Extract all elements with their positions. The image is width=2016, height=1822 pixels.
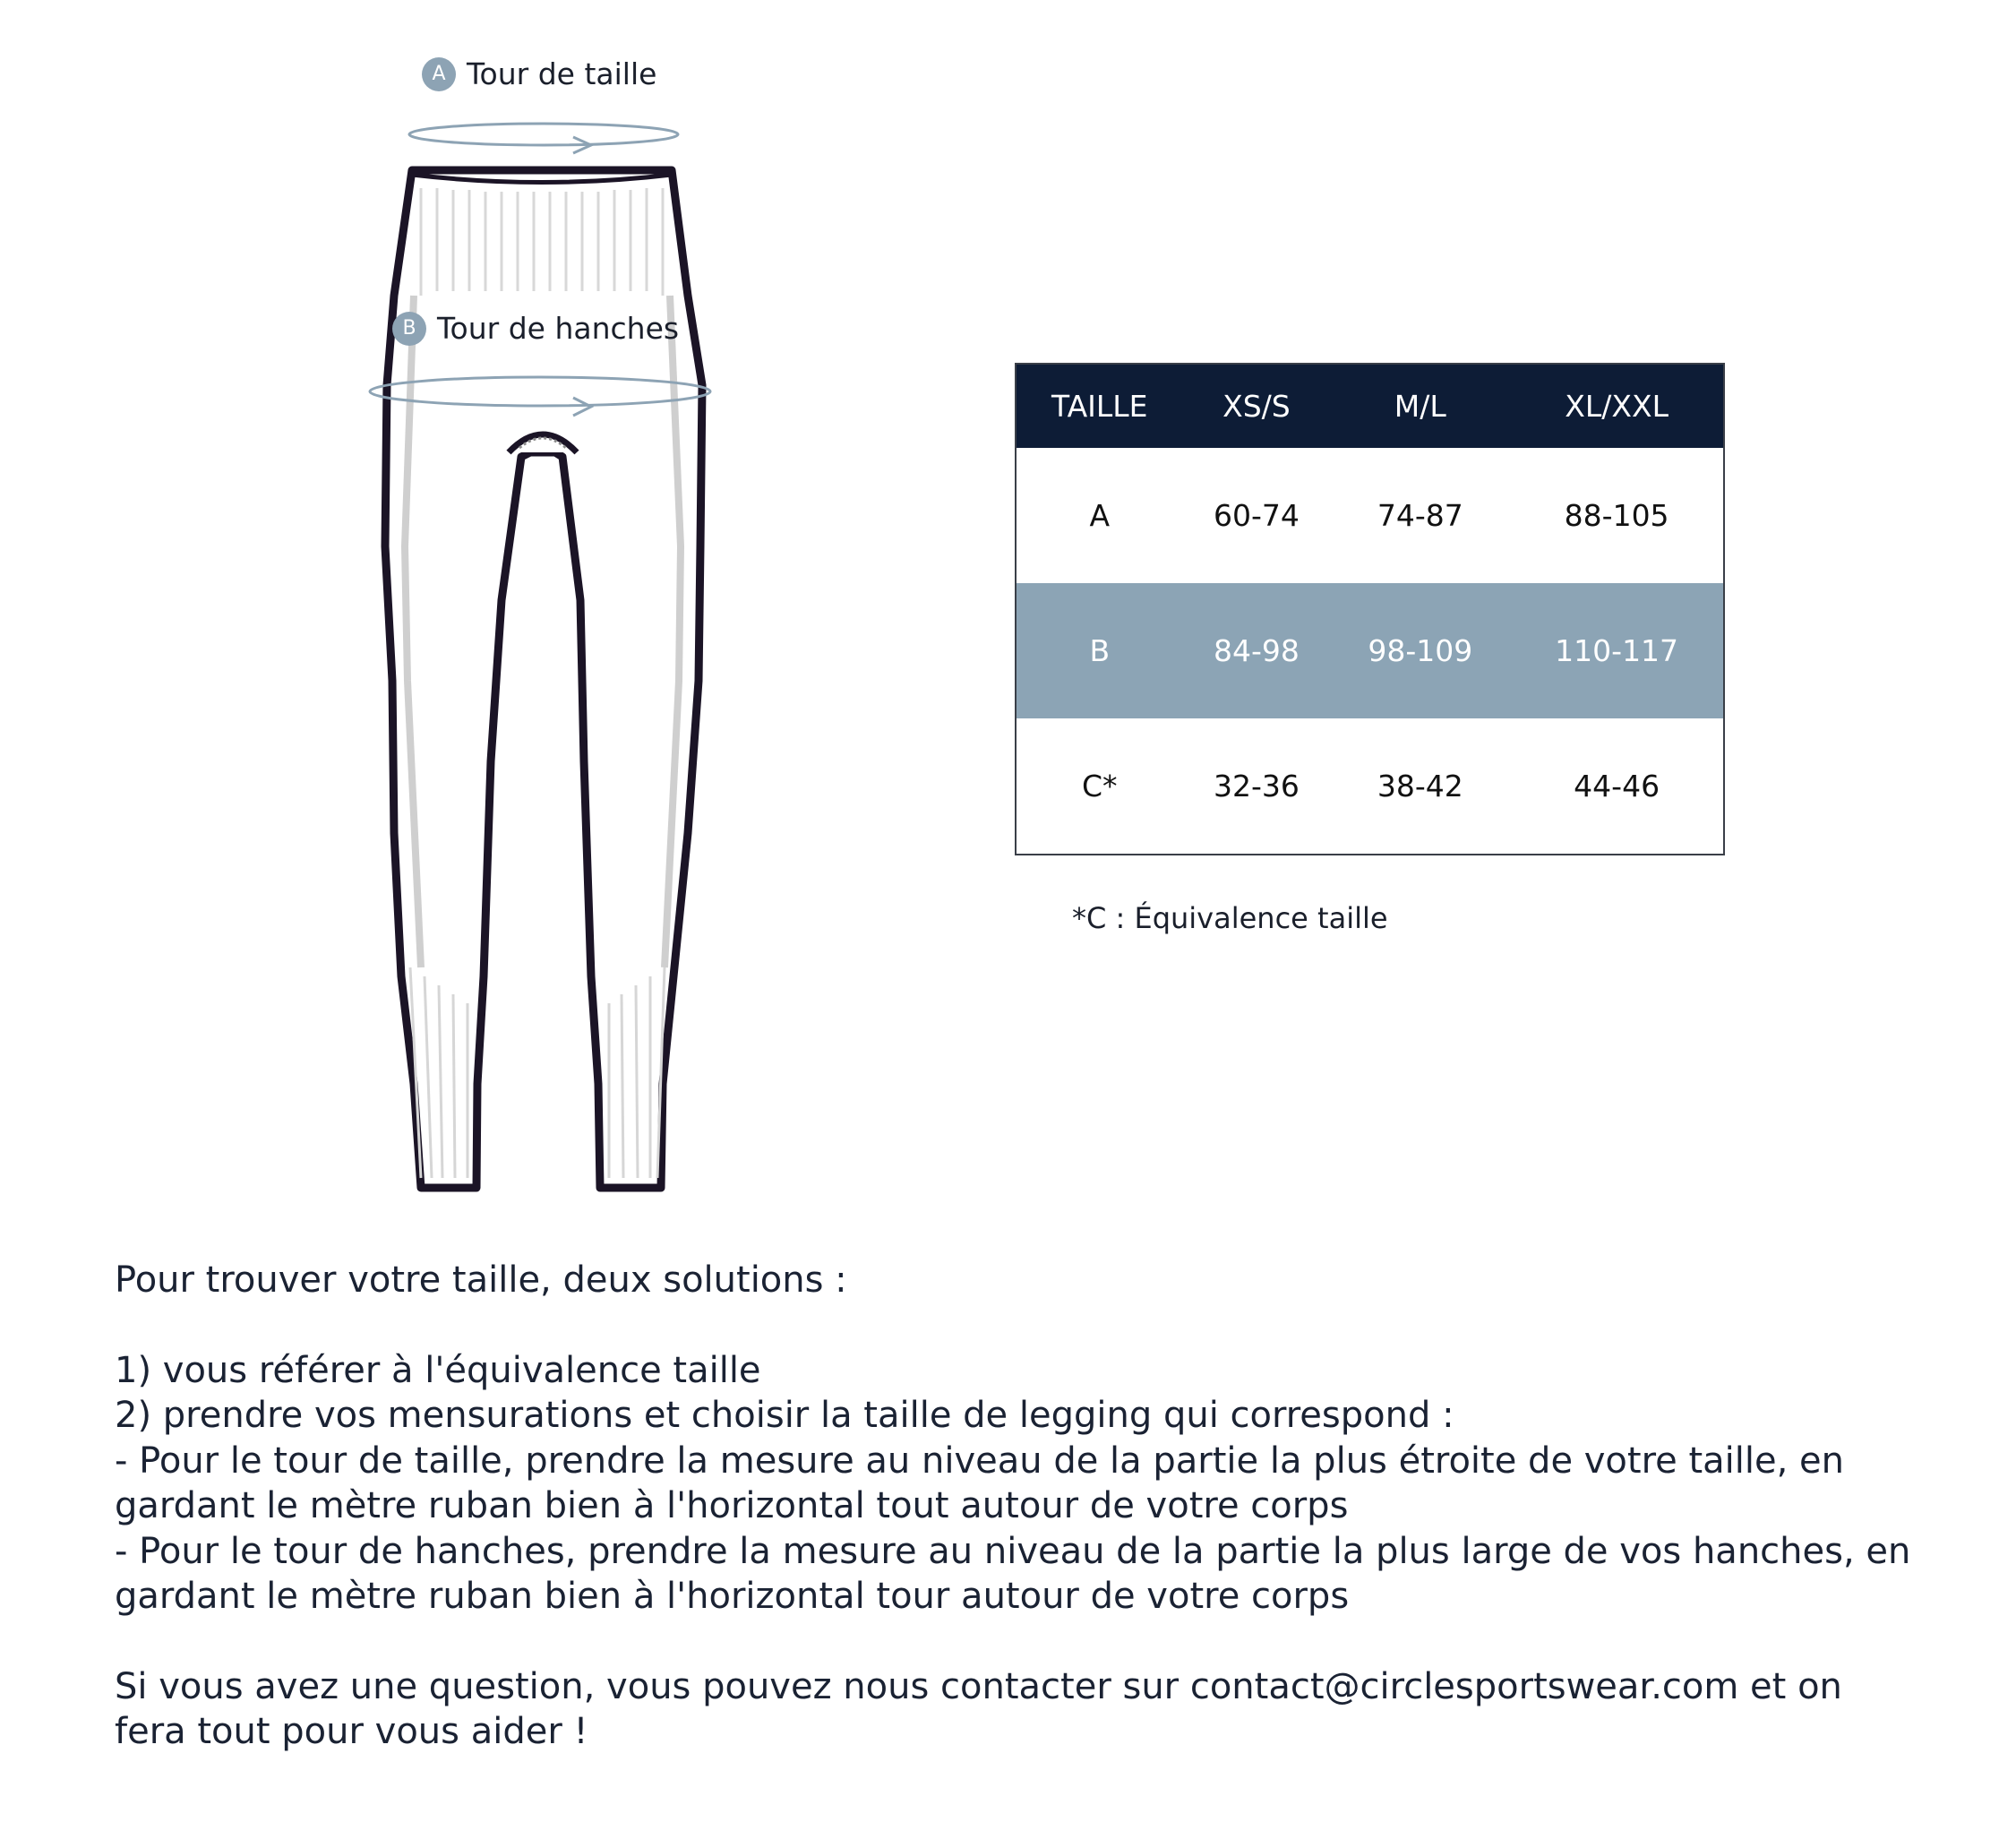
table-row <box>1016 718 1724 855</box>
table-cell: 74-87 <box>1377 498 1463 533</box>
table-row <box>1016 583 1724 718</box>
instructions-contact: Si vous avez une question, vous pouvez nous contacter sur contact@circlesportswear.com et on fera tout pour vous aider ! <box>115 1665 1842 1752</box>
legging-illustration <box>0 0 896 1218</box>
badge-b: B <box>392 312 426 346</box>
header-xs-s: XS/S <box>1183 364 1331 448</box>
table-cell: 110-117 <box>1510 583 1724 718</box>
spacer <box>115 1620 1924 1664</box>
label-waist <box>422 56 656 91</box>
label-hips <box>392 311 679 346</box>
instructions-step1: 1) vous référer à l'équivalence taille <box>115 1349 761 1391</box>
table-header-row <box>1016 364 1724 448</box>
table-row <box>1016 448 1724 583</box>
instructions-step2: 2) prendre vos mensurations et choisir la taille de legging qui correspond : <box>115 1395 1454 1436</box>
header-taille: TAILLE <box>1016 364 1183 448</box>
table-cell: 32-36 <box>1213 769 1300 804</box>
header-m-l: M/L <box>1330 364 1510 448</box>
table-cell: 88-105 <box>1564 498 1669 533</box>
table-cell: 60-74 <box>1213 498 1300 533</box>
table-cell: 38-42 <box>1377 769 1463 804</box>
table-cell: 84-98 <box>1183 583 1331 718</box>
waist-tape <box>409 124 678 145</box>
table-cell: 44-46 <box>1574 769 1660 804</box>
spacer <box>115 1303 1924 1348</box>
table-cell: C* <box>1081 769 1118 804</box>
instructions-hips: - Pour le tour de hanches, prendre la mesure au niveau de la partie la plus large de vos hanches, en gardant le mètre ruban bien à l'horizontal tour autour de votre corps <box>115 1530 1911 1617</box>
header-xl-xxl: XL/XXL <box>1510 364 1724 448</box>
badge-a: A <box>422 57 456 91</box>
label-waist-text: Tour de taille <box>467 56 657 91</box>
table-footnote: *C : Équivalence taille <box>1072 901 1388 935</box>
label-hips-text: Tour de hanches <box>437 311 680 346</box>
instructions <box>115 1258 1924 1755</box>
instructions-intro: Pour trouver votre taille, deux solutions : <box>115 1259 847 1301</box>
instructions-waist: - Pour le tour de taille, prendre la mesure au niveau de la partie la plus étroite de votre taille, en gardant le mètre ruban bien à l'horizontal tout autour de votre corps <box>115 1440 1845 1526</box>
table-cell: 98-109 <box>1330 583 1510 718</box>
size-table <box>1015 363 1725 855</box>
legging-diagram <box>0 0 896 1218</box>
table-cell: A <box>1089 498 1111 533</box>
table-cell: B <box>1016 583 1183 718</box>
